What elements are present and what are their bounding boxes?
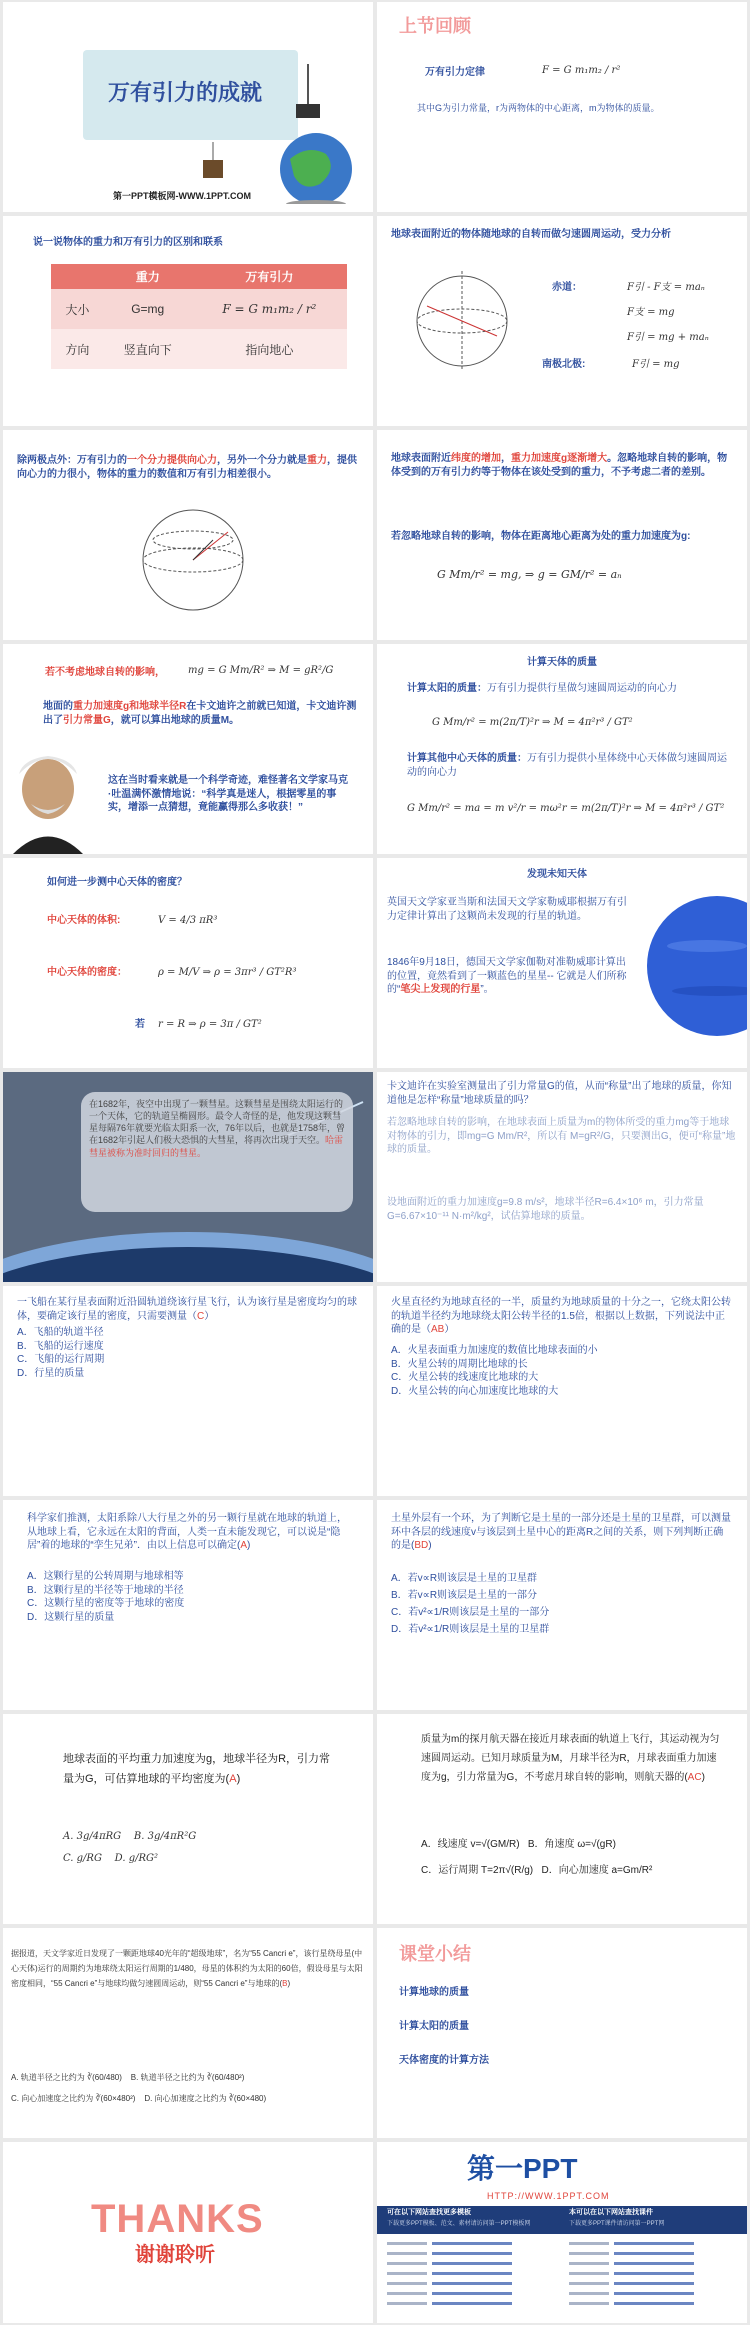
slide-question-5	[3, 1714, 373, 1924]
other-mass-text: 计算其他中心天体的质量：万有引力提供小星体绕中心天体做匀速圆周运动的向心力	[407, 753, 727, 778]
question-1-options	[17, 1326, 357, 1380]
table-header	[51, 264, 104, 289]
pole-label: 南极北极:	[542, 359, 586, 370]
gravity-table	[51, 264, 347, 369]
option: D．向心加速度 a=Gm/R²	[541, 1865, 653, 1876]
table-header: 重力	[135, 270, 160, 284]
site-logo: 第一PPT	[467, 2153, 578, 2184]
question-2-stem: 火星直径约为地球直径的一半，质量约为地球质量的十分之一，它绕太阳公转的轨道半径约为地球绕太阳公转半径的1.5倍，根据以上数据，下列说法中正确的是（AB）	[391, 1297, 731, 1335]
density-label: 中心天体的密度：	[47, 967, 127, 978]
question-5-stem: 地球表面的平均重力加速度为g，地球半径为R，引力常量为G，可估算地球的平均密度为(A)	[63, 1753, 331, 1785]
option: D．若v²∝1/R则该层是土星的卫星群	[391, 1624, 550, 1635]
thanks-text: THANKS	[91, 2197, 264, 2241]
question-4-options	[391, 1570, 731, 1638]
mark-twain-portrait	[3, 744, 93, 854]
option: A．线速度 v=√(GM/R)	[421, 1839, 520, 1850]
slide-question-7	[3, 1928, 373, 2138]
weigh-explanation: 若忽略地球自转的影响，在地球表面上质量为m的物体所受的重力mg等于地球对物体的引力，即mg=G Mm/R²，所以有 M=gR²/G，只要测出G，便可“称量”地球的质量。	[387, 1117, 736, 1155]
mass-formula: mg = G Mm/R² ⇒ M = gR²/G	[188, 665, 334, 676]
unknown-para-2: 1846年9月18日，德国天文学家伽勒对准勒威耶计算出的位置，竟然看到了一颗蓝色的星星-- 它就是人们所称的“笔尖上发现的行星”。	[387, 957, 627, 995]
table-cell: 指向地心	[245, 342, 294, 357]
option: B．若v∝R则该层是土星的一部分	[391, 1590, 538, 1601]
option: B. 轨道半径之比约为 ∛(60/480²)	[130, 2073, 245, 2082]
law-label: 万有引力定律	[425, 67, 485, 78]
if-label: 若	[135, 1019, 145, 1030]
sphere-force-diagram	[133, 500, 253, 620]
link-list	[387, 2240, 737, 2320]
table-cell: 竖直向下	[123, 342, 172, 357]
pole-formula: F引 = mg	[632, 359, 680, 370]
slide-title-text: 万有引力的成就	[108, 80, 263, 105]
question-2-options	[391, 1344, 731, 1398]
option: C．若v²∝1/R则该层是土星的一部分	[391, 1607, 550, 1618]
slide-title	[3, 2, 373, 212]
equator-label: 赤道：	[552, 282, 582, 293]
option: A．火星表面重力加速度的数值比地球表面的小	[391, 1345, 598, 1356]
cavendish-text: 地面的重力加速度g和地球半径R在卡文迪许之前就已知道，卡文迪许测出了引力常量G，就可以算出地球的质量M。	[43, 701, 357, 726]
slide-earth-mass	[3, 644, 373, 854]
latitude-text: 地球表面附近纬度的增加，重力加速度g逐渐增大。忽略地球自转的影响，物体受到的万有引力约等于物体在该处受到的重力，不予考虑二者的差别。	[391, 453, 728, 478]
slide-review	[377, 2, 747, 212]
other-mass-formula: G Mm/r² = ma = m v²/r = mω²r = m(2π/T)²r ⇒ M = 4π²r³ / GT²	[407, 803, 725, 814]
col2-title: 本可以在以下网站查找课件	[569, 2209, 653, 2216]
if-formula: r = R ⇒ ρ = 3π / GT²	[158, 1019, 262, 1030]
unknown-para-1: 英国天文学家亚当斯和法国天文学家勒威耶根据万有引力定律计算出了这颗尚未发现的行星的轨道。	[387, 897, 627, 922]
option: D. 向心加速度之比约为 ∛(60×480)	[144, 2093, 267, 2103]
option: C．运行周期 T=2π√(R/g)	[421, 1865, 534, 1876]
question-3-options	[27, 1570, 347, 1624]
slide-thanks	[3, 2142, 373, 2323]
equator-formula-3: F引 = mg + maₙ	[627, 332, 709, 343]
summary-item: 计算地球的质量	[399, 1987, 469, 1998]
table-cell: 大小	[65, 302, 90, 317]
summary-heading: 课堂小结	[399, 1944, 471, 1964]
density-formula: ρ = M/V ⇒ ρ = 3πr³ / GT²R³	[158, 967, 297, 978]
twain-quote: 这在当时看来就是一个科学奇迹，难怪著名文学家马克·吐温满怀激情地说：“科学真是迷人，根据零星的事实，增添一点猜想，竟能赢得那么多收获！”	[108, 775, 348, 813]
slide-weigh-earth	[377, 1072, 747, 1282]
review-heading: 上节回顾	[399, 16, 471, 36]
no-rotation-text: 若不考虑地球自转的影响，	[45, 667, 165, 678]
volume-formula: V = 4/3 πR³	[158, 915, 218, 926]
option: D. g/RG²	[114, 1853, 158, 1864]
option: D．这颗行星的质量	[27, 1611, 115, 1623]
law-formula: F = G m₁m₂ / r²	[542, 65, 621, 76]
table-cell: 方向	[65, 342, 90, 357]
slide-summary	[377, 1928, 747, 2138]
site-caption: 第一PPT模板网-WWW.1PPT.COM	[113, 191, 251, 201]
slide-gravity-latitude	[377, 430, 747, 640]
slide-unknown-planet	[377, 858, 747, 1068]
slide-question-2	[377, 1286, 747, 1496]
option: C．火星公转的线速度比地球的大	[391, 1372, 539, 1383]
option: B．飞船的运行速度	[17, 1340, 104, 1352]
question-5-options	[63, 1826, 323, 1870]
sun-mass-text: 计算太阳的质量：万有引力提供行星做匀速圆周运动的向心力	[407, 683, 677, 694]
option: D．火星公转的向心加速度比地球的大	[391, 1385, 559, 1397]
option: C．飞船的运行周期	[17, 1354, 105, 1365]
question-6-stem: 质量为m的探月航天器在接近月球表面的轨道上飞行，其运动视为匀速圆周运动。已知月球质量为M，月球半径为R，月球表面重力加速度为g，引力常量为G，不考虑月球自转的影响，则航天器的(AC)	[421, 1734, 720, 1783]
volume-label: 中心天体的体积:	[47, 915, 121, 926]
option: B．角速度 ω=√(gR)	[527, 1839, 616, 1850]
slide-question-4	[377, 1500, 747, 1710]
option: A. 轨道半径之比约为 ∛(60/480)	[11, 2073, 122, 2082]
force-text: 地球表面附近的物体随地球的自转而做匀速圆周运动，受力分析	[391, 229, 671, 240]
distance-text: 若忽略地球自转的影响，物体在距离地心距离为处的重力加速度为g:	[391, 531, 691, 542]
option: C. g/RG	[63, 1853, 102, 1864]
earth-force-diagram	[407, 266, 527, 376]
question-3-stem: 科学家们推测，太阳系除八大行星之外的另一颗行星就在地球的轨道上，从地球上看，它永远在太阳的背面，人类一直未能发现它，可以说是“隐居”着的地球的“孪生兄弟”．由以上信息可以确定(A)	[27, 1513, 347, 1551]
slide-question-3	[3, 1500, 373, 1710]
option: C. 向心加速度之比约为 ∛(60×480²)	[11, 2093, 136, 2103]
option: B．火星公转的周期比地球的长	[391, 1358, 528, 1370]
gravity-formula: G Mm/r² = mg, ⇒ g = GM/r² = aₙ	[437, 568, 622, 581]
unknown-title: 发现未知天体	[527, 869, 587, 880]
component-text: 除两极点外：万有引力的一个分力提供向心力，另外一个分力就是重力，提供向心力的力很小，物体的重力的数值和万有引力相差很小。	[17, 455, 357, 480]
celestial-title: 计算天体的质量	[527, 657, 597, 668]
weigh-exercise: 设地面附近的重力加速度g=9.8 m/s²，地球半径R=6.4×10⁶ m，引力常量G=6.67×10⁻¹¹ N·m²/kg²，试估算地球的质量。	[387, 1197, 704, 1222]
question-4-stem: 土星外层有一个环，为了判断它是土星的一部分还是土星的卫星群，可以测量环中各层的线速度v与该层到土星中心的距离R之间的关系，则下列判断正确的是(BD)	[391, 1513, 731, 1551]
slide-component-force	[3, 430, 373, 640]
option: A. 3g/4πRG	[63, 1831, 122, 1842]
slide-celestial-mass	[377, 644, 747, 854]
summary-item: 天体密度的计算方法	[399, 2055, 489, 2066]
slide-density	[3, 858, 373, 1068]
weigh-question: 卡文迪许在实验室测量出了引力常量G的值，从而“称量”出了地球的质量，你知道他是怎样“称量”地球质量的吗？	[387, 1081, 732, 1106]
weight-icon	[198, 142, 228, 182]
equator-formula-2: F支 = mg	[627, 307, 675, 318]
question-7-options	[11, 2068, 366, 2110]
col1-sub: 下载更多PPT模板、范文、素材请访问第一PPT模板网	[387, 2221, 531, 2227]
thanks-subtitle: 谢谢聆听	[135, 2244, 215, 2266]
table-header: 万有引力	[245, 270, 294, 284]
question-1-stem: 一飞船在某行星表面附近沿圆轨道绕该行星飞行，认为该行星是密度均匀的球体，要确定该行星的密度，只需要测量（C）	[17, 1297, 357, 1322]
slide-gravity-table	[3, 216, 373, 426]
option: D．行星的质量	[17, 1367, 85, 1379]
option: A．这颗行星的公转周期与地球相等	[27, 1571, 184, 1582]
halley-text: 在1682年，夜空中出现了一颗彗星。这颗彗星是围绕太阳运行的一个天体，它的轨道呈椭圆形。最令人奇怪的是，他发现这颗彗星每隔76年就要光临太阳系一次，76年以后，也就是1758年，曾在1682年引起人们极大恐惧的大彗星，将再次出现于天空。哈雷彗星被称为准时回归的彗星。	[89, 1099, 346, 1158]
slide-question-6	[377, 1714, 747, 1924]
equator-formula-1: F引 - F支 = maₙ	[627, 282, 705, 293]
table-question: 说一说物体的重力和万有引力的区别和联系	[33, 237, 223, 248]
summary-item: 计算太阳的质量	[399, 2021, 469, 2032]
slide-halley	[3, 1072, 373, 1282]
question-6-options	[421, 1832, 731, 1884]
option: B．这颗行星的半径等于地球的半径	[27, 1584, 184, 1596]
col1-title: 可在以下网站查找更多模板	[387, 2209, 471, 2216]
site-url[interactable]: HTTP://WWW.1PPT.COM	[487, 2191, 610, 2201]
option: B. 3g/4πR²G	[133, 1831, 197, 1842]
table-cell: G=mg	[131, 302, 165, 316]
law-description: 其中G为引力常量，r为两物体的中心距离，m为物体的质量。	[417, 103, 660, 113]
option: A．飞船的轨道半径	[17, 1327, 104, 1338]
col2-sub: 下载更多PPT课件请访问第一PPT网	[569, 2221, 665, 2227]
option: C．这颗行星的密度等于地球的密度	[27, 1598, 185, 1609]
option: A．若v∝R则该层是土星的卫星群	[391, 1573, 538, 1584]
table-cell: F = G m₁m₂ / r²	[222, 302, 317, 316]
density-title: 如何进一步测中心天体的密度？	[47, 877, 187, 888]
neptune-image	[627, 896, 747, 1046]
globe-illustration	[258, 64, 368, 204]
slide-site-info	[377, 2142, 747, 2323]
slide-force-analysis	[377, 216, 747, 426]
slide-question-1	[3, 1286, 373, 1496]
question-7-stem: 据报道，天文学家近日发现了一颗距地球40光年的“超级地球”，名为“55 Cancri e”，该行星绕母星(中心天体)运行的周期约为地球绕太阳运行周期的1/480，母星的体积约为太阳的60倍，假设母星与太阳密度相同，“55 Cancri e”与地球均做匀速圆周运动，则“55 Cancri e”与地球的(B)	[11, 1949, 363, 1989]
sun-mass-formula: G Mm/r² = m(2π/T)²r ⇒ M = 4π²r³ / GT²	[432, 717, 633, 728]
